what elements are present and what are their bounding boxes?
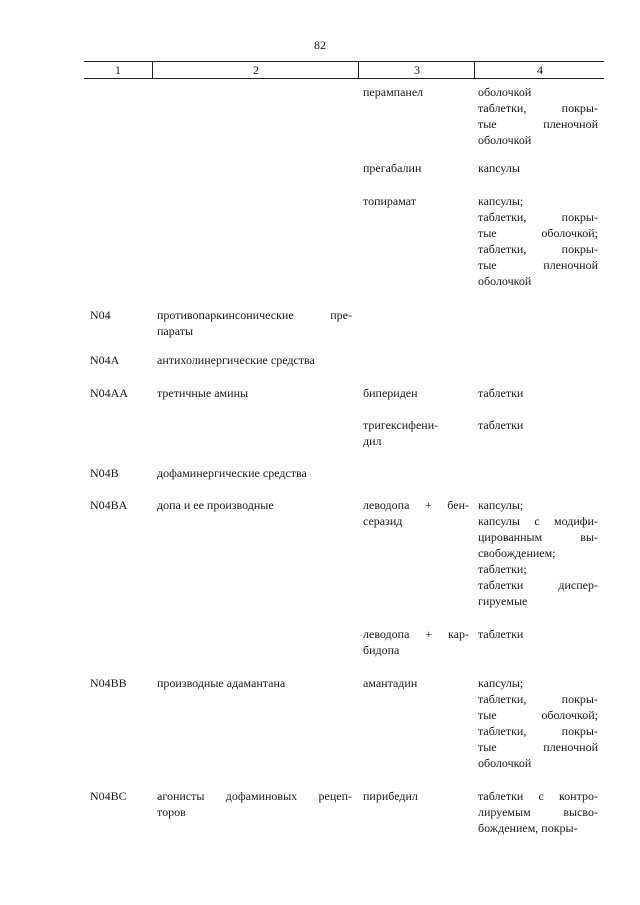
group-name-line: агонисты дофаминовых рецеп- (157, 789, 352, 803)
dosage-forms-line: капсулы; (478, 194, 524, 208)
dosage-forms-line: капсулы; (478, 676, 524, 690)
atc-code: N04BB (90, 676, 127, 690)
atc-code: N04BA (90, 498, 128, 512)
drug-name-line: бидопа (363, 643, 400, 657)
dosage-forms-line: капсулы с модифи- (478, 514, 598, 528)
group-name (157, 788, 352, 820)
group-name-line: третичные амины (157, 386, 249, 400)
table-header (84, 61, 604, 79)
dosage-forms-line: цированным вы- (478, 530, 598, 544)
dosage-forms (478, 675, 598, 771)
atc-code: N04A (90, 353, 120, 367)
dosage-forms-line: лируемым высво- (478, 805, 598, 819)
dosage-forms-line: таблетки, покры- (478, 242, 598, 256)
dosage-forms-line: тые пленочной (478, 117, 598, 131)
dosage-forms-line: таблетки; (478, 562, 527, 576)
dosage-forms-line: гируемые (478, 594, 528, 608)
group-name-line: дофаминергические средства (157, 466, 307, 480)
dosage-forms-line: таблетки, покры- (478, 724, 598, 738)
dosage-forms (478, 84, 598, 148)
drug-name (363, 417, 469, 449)
dosage-forms-line: таблетки, покры- (478, 101, 598, 115)
drug-name (363, 675, 469, 691)
dosage-forms-line: таблетки (478, 386, 524, 400)
drug-name-line: леводопа + бен- (363, 498, 469, 512)
dosage-forms (478, 385, 598, 401)
group-name (157, 385, 352, 401)
dosage-forms (478, 160, 598, 176)
group-name-line: антихолинергические средства (157, 353, 315, 367)
drug-name (363, 193, 469, 209)
group-name-line: производные адамантана (157, 676, 286, 690)
header-col-1: 1 (115, 63, 121, 77)
dosage-forms-line: таблетки, покры- (478, 210, 598, 224)
dosage-forms-line: таблетки, покры- (478, 692, 598, 706)
group-name-line: параты (157, 324, 194, 338)
atc-code: N04BC (90, 789, 127, 803)
group-name (157, 497, 352, 513)
atc-code: N04B (90, 466, 119, 480)
dosage-forms-line: оболочкой (478, 85, 532, 99)
drug-name (363, 788, 469, 804)
dosage-forms-line: тые пленочной (478, 258, 598, 272)
drug-name-line: топирамат (363, 194, 417, 208)
atc-code: N04 (90, 308, 111, 322)
drug-name-line: перампанел (363, 85, 424, 99)
group-name-line: торов (157, 805, 186, 819)
drug-name-line: дил (363, 434, 382, 448)
drug-name (363, 160, 469, 176)
drug-name-line: пирибедил (363, 789, 418, 803)
dosage-forms-line: тые оболочкой; (478, 708, 598, 722)
dosage-forms (478, 788, 598, 836)
group-name-line: допа и ее производные (157, 498, 274, 512)
drug-name-line: серазид (363, 514, 403, 528)
drug-name (363, 84, 469, 100)
dosage-forms-line: капсулы; (478, 498, 524, 512)
dosage-forms-line: таблетки диспер- (478, 578, 598, 592)
dosage-forms (478, 626, 598, 642)
group-name-line: противопаркинсонические пре- (157, 308, 352, 322)
page-number: 82 (314, 38, 326, 52)
dosage-forms-line: таблетки (478, 418, 524, 432)
drug-name (363, 385, 469, 401)
group-name (157, 352, 352, 368)
dosage-forms-line: тые пленочной (478, 740, 598, 754)
dosage-forms (478, 417, 598, 433)
header-col-4: 4 (474, 62, 605, 78)
dosage-forms-line: капсулы (478, 161, 520, 175)
dosage-forms-line: бождением, покры- (478, 821, 578, 835)
header-col-3: 3 (358, 62, 475, 78)
atc-code: N04AA (90, 386, 128, 400)
drug-name-line: амантадин (363, 676, 418, 690)
dosage-forms-line: оболочкой (478, 756, 532, 770)
drug-name-line: тригексифени- (363, 418, 439, 432)
group-name (157, 307, 352, 339)
header-col-2: 2 (152, 62, 359, 78)
drug-name (363, 497, 469, 529)
group-name (157, 675, 352, 691)
dosage-forms-line: свобождением; (478, 546, 556, 560)
drug-name-line: леводопа + кар- (363, 627, 469, 641)
dosage-forms (478, 497, 598, 609)
dosage-forms (478, 193, 598, 289)
dosage-forms-line: оболочкой (478, 133, 532, 147)
drug-name-line: бипериден (363, 386, 418, 400)
drug-name (363, 626, 469, 658)
dosage-forms-line: таблетки с контро- (478, 789, 598, 803)
dosage-forms-line: оболочкой (478, 274, 532, 288)
group-name (157, 465, 352, 481)
dosage-forms-line: тые оболочкой; (478, 226, 598, 240)
dosage-forms-line: таблетки (478, 627, 524, 641)
drug-name-line: прегабалин (363, 161, 422, 175)
